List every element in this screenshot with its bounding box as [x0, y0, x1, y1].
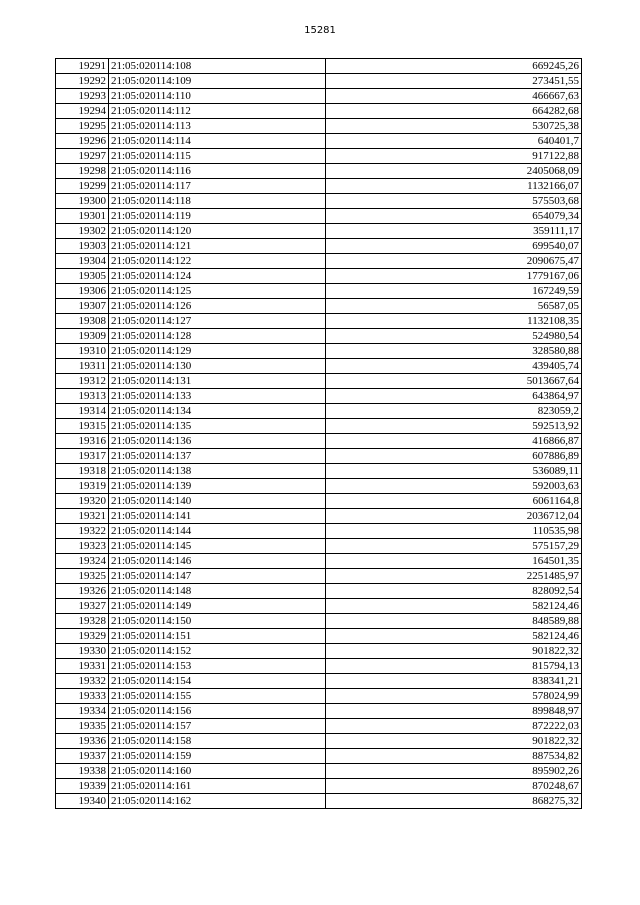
- row-number-cell: 19330: [56, 644, 109, 659]
- table-row: [56, 434, 582, 449]
- table-row: [56, 89, 582, 104]
- cadastral-number-cell: 21:05:020114:135: [109, 419, 326, 434]
- table-row: [56, 464, 582, 479]
- row-number-cell: 19314: [56, 404, 109, 419]
- table-row: [56, 719, 582, 734]
- cadastral-value-cell: 669245,26: [326, 59, 582, 74]
- row-number-cell: 19308: [56, 314, 109, 329]
- table-row: [56, 749, 582, 764]
- row-number-cell: 19329: [56, 629, 109, 644]
- cadastral-number-cell: 21:05:020114:161: [109, 779, 326, 794]
- cadastral-value-cell: 56587,05: [326, 299, 582, 314]
- cadastral-value-cell: 823059,2: [326, 404, 582, 419]
- row-number-cell: 19301: [56, 209, 109, 224]
- table-row: [56, 254, 582, 269]
- table-row: [56, 764, 582, 779]
- cadastral-number-cell: 21:05:020114:116: [109, 164, 326, 179]
- row-number-cell: 19304: [56, 254, 109, 269]
- row-number-cell: 19315: [56, 419, 109, 434]
- cadastral-number-cell: 21:05:020114:153: [109, 659, 326, 674]
- table-row: [56, 539, 582, 554]
- cadastral-number-cell: 21:05:020114:108: [109, 59, 326, 74]
- cadastral-number-cell: 21:05:020114:138: [109, 464, 326, 479]
- cadastral-value-cell: 575157,29: [326, 539, 582, 554]
- cadastral-value-cell: 917122,88: [326, 149, 582, 164]
- table-row: [56, 524, 582, 539]
- cadastral-value-cell: 164501,35: [326, 554, 582, 569]
- table-row: [56, 734, 582, 749]
- cadastral-value-cell: 895902,26: [326, 764, 582, 779]
- row-number-cell: 19292: [56, 74, 109, 89]
- cadastral-number-cell: 21:05:020114:124: [109, 269, 326, 284]
- cadastral-number-cell: 21:05:020114:160: [109, 764, 326, 779]
- cadastral-number-cell: 21:05:020114:155: [109, 689, 326, 704]
- cadastral-value-cell: 592003,63: [326, 479, 582, 494]
- cadastral-value-cell: 1132166,07: [326, 179, 582, 194]
- cadastral-value-cell: 901822,32: [326, 734, 582, 749]
- row-number-cell: 19325: [56, 569, 109, 584]
- row-number-cell: 19306: [56, 284, 109, 299]
- cadastral-value-cell: 5013667,64: [326, 374, 582, 389]
- cadastral-value-cell: 167249,59: [326, 284, 582, 299]
- table-row: [56, 689, 582, 704]
- cadastral-number-cell: 21:05:020114:136: [109, 434, 326, 449]
- row-number-cell: 19299: [56, 179, 109, 194]
- cadastral-number-cell: 21:05:020114:119: [109, 209, 326, 224]
- table-row: [56, 269, 582, 284]
- row-number-cell: 19305: [56, 269, 109, 284]
- row-number-cell: 19310: [56, 344, 109, 359]
- cadastral-number-cell: 21:05:020114:125: [109, 284, 326, 299]
- cadastral-value-cell: 328580,88: [326, 344, 582, 359]
- row-number-cell: 19300: [56, 194, 109, 209]
- cadastral-number-cell: 21:05:020114:127: [109, 314, 326, 329]
- row-number-cell: 19317: [56, 449, 109, 464]
- cadastral-value-cell: 872222,03: [326, 719, 582, 734]
- cadastral-number-cell: 21:05:020114:129: [109, 344, 326, 359]
- cadastral-value-cell: 664282,68: [326, 104, 582, 119]
- row-number-cell: 19318: [56, 464, 109, 479]
- table-row: [56, 179, 582, 194]
- cadastral-number-cell: 21:05:020114:133: [109, 389, 326, 404]
- cadastral-value-cell: 110535,98: [326, 524, 582, 539]
- cadastral-value-cell: 582124,46: [326, 599, 582, 614]
- cadastral-value-cell: 901822,32: [326, 644, 582, 659]
- cadastral-number-cell: 21:05:020114:156: [109, 704, 326, 719]
- cadastral-number-cell: 21:05:020114:152: [109, 644, 326, 659]
- cadastral-number-cell: 21:05:020114:157: [109, 719, 326, 734]
- row-number-cell: 19293: [56, 89, 109, 104]
- cadastral-number-cell: 21:05:020114:162: [109, 794, 326, 809]
- row-number-cell: 19297: [56, 149, 109, 164]
- cadastral-value-cell: 416866,87: [326, 434, 582, 449]
- cadastral-number-cell: 21:05:020114:140: [109, 494, 326, 509]
- row-number-cell: 19313: [56, 389, 109, 404]
- row-number-cell: 19334: [56, 704, 109, 719]
- cadastral-value-cell: 1132108,35: [326, 314, 582, 329]
- row-number-cell: 19320: [56, 494, 109, 509]
- table-row: [56, 404, 582, 419]
- cadastral-value-cell: 654079,34: [326, 209, 582, 224]
- table-row: [56, 479, 582, 494]
- cadastral-number-cell: 21:05:020114:126: [109, 299, 326, 314]
- cadastral-value-cell: 643864,97: [326, 389, 582, 404]
- row-number-cell: 19335: [56, 719, 109, 734]
- cadastral-value-cell: 2090675,47: [326, 254, 582, 269]
- cadastral-value-cell: 1779167,06: [326, 269, 582, 284]
- table-body: [56, 59, 582, 809]
- cadastral-value-cell: 607886,89: [326, 449, 582, 464]
- row-number-cell: 19311: [56, 359, 109, 374]
- cadastral-number-cell: 21:05:020114:137: [109, 449, 326, 464]
- cadastral-value-cell: 2405068,09: [326, 164, 582, 179]
- cadastral-value-cell: 530725,38: [326, 119, 582, 134]
- table-row: [56, 794, 582, 809]
- row-number-cell: 19340: [56, 794, 109, 809]
- table-row: [56, 584, 582, 599]
- row-number-cell: 19339: [56, 779, 109, 794]
- cadastral-value-cell: 640401,7: [326, 134, 582, 149]
- row-number-cell: 19309: [56, 329, 109, 344]
- row-number-cell: 19295: [56, 119, 109, 134]
- cadastral-value-cell: 524980,54: [326, 329, 582, 344]
- table-row: [56, 569, 582, 584]
- cadastral-value-cell: 273451,55: [326, 74, 582, 89]
- table-row: [56, 149, 582, 164]
- cadastral-number-cell: 21:05:020114:141: [109, 509, 326, 524]
- cadastral-number-cell: 21:05:020114:154: [109, 674, 326, 689]
- cadastral-number-cell: 21:05:020114:128: [109, 329, 326, 344]
- cadastral-value-table: [55, 58, 582, 809]
- row-number-cell: 19324: [56, 554, 109, 569]
- cadastral-number-cell: 21:05:020114:110: [109, 89, 326, 104]
- cadastral-value-cell: 838341,21: [326, 674, 582, 689]
- table-row: [56, 359, 582, 374]
- cadastral-value-cell: 592513,92: [326, 419, 582, 434]
- cadastral-number-cell: 21:05:020114:117: [109, 179, 326, 194]
- cadastral-number-cell: 21:05:020114:131: [109, 374, 326, 389]
- table-row: [56, 284, 582, 299]
- cadastral-value-cell: 699540,07: [326, 239, 582, 254]
- row-number-cell: 19302: [56, 224, 109, 239]
- cadastral-number-cell: 21:05:020114:149: [109, 599, 326, 614]
- table-row: [56, 344, 582, 359]
- cadastral-number-cell: 21:05:020114:139: [109, 479, 326, 494]
- table-row: [56, 164, 582, 179]
- cadastral-number-cell: 21:05:020114:118: [109, 194, 326, 209]
- cadastral-number-cell: 21:05:020114:113: [109, 119, 326, 134]
- cadastral-number-cell: 21:05:020114:112: [109, 104, 326, 119]
- table-row: [56, 509, 582, 524]
- cadastral-number-cell: 21:05:020114:115: [109, 149, 326, 164]
- row-number-cell: 19303: [56, 239, 109, 254]
- row-number-cell: 19296: [56, 134, 109, 149]
- table-row: [56, 299, 582, 314]
- row-number-cell: 19322: [56, 524, 109, 539]
- row-number-cell: 19323: [56, 539, 109, 554]
- cadastral-value-cell: 815794,13: [326, 659, 582, 674]
- row-number-cell: 19321: [56, 509, 109, 524]
- cadastral-number-cell: 21:05:020114:114: [109, 134, 326, 149]
- table-row: [56, 74, 582, 89]
- table-row: [56, 134, 582, 149]
- cadastral-value-cell: 575503,68: [326, 194, 582, 209]
- cadastral-value-cell: 868275,32: [326, 794, 582, 809]
- cadastral-value-cell: 578024,99: [326, 689, 582, 704]
- cadastral-value-cell: 439405,74: [326, 359, 582, 374]
- cadastral-number-cell: 21:05:020114:130: [109, 359, 326, 374]
- table-row: [56, 59, 582, 74]
- cadastral-number-cell: 21:05:020114:158: [109, 734, 326, 749]
- cadastral-number-cell: 21:05:020114:159: [109, 749, 326, 764]
- cadastral-value-cell: 582124,46: [326, 629, 582, 644]
- row-number-cell: 19298: [56, 164, 109, 179]
- row-number-cell: 19332: [56, 674, 109, 689]
- table-row: [56, 119, 582, 134]
- cadastral-value-cell: 359111,17: [326, 224, 582, 239]
- table-row: [56, 224, 582, 239]
- row-number-cell: 19294: [56, 104, 109, 119]
- table-row: [56, 554, 582, 569]
- table-row: [56, 449, 582, 464]
- table-row: [56, 629, 582, 644]
- cadastral-number-cell: 21:05:020114:109: [109, 74, 326, 89]
- table-row: [56, 194, 582, 209]
- row-number-cell: 19307: [56, 299, 109, 314]
- row-number-cell: 19337: [56, 749, 109, 764]
- table-row: [56, 659, 582, 674]
- row-number-cell: 19319: [56, 479, 109, 494]
- table-row: [56, 329, 582, 344]
- cadastral-value-cell: 848589,88: [326, 614, 582, 629]
- cadastral-number-cell: 21:05:020114:134: [109, 404, 326, 419]
- table-row: [56, 674, 582, 689]
- table-row: [56, 704, 582, 719]
- row-number-cell: 19333: [56, 689, 109, 704]
- cadastral-number-cell: 21:05:020114:145: [109, 539, 326, 554]
- cadastral-number-cell: 21:05:020114:151: [109, 629, 326, 644]
- table-row: [56, 374, 582, 389]
- table-row: [56, 239, 582, 254]
- cadastral-value-cell: 870248,67: [326, 779, 582, 794]
- cadastral-value-cell: 2036712,04: [326, 509, 582, 524]
- table-row: [56, 104, 582, 119]
- row-number-cell: 19326: [56, 584, 109, 599]
- cadastral-number-cell: 21:05:020114:121: [109, 239, 326, 254]
- row-number-cell: 19336: [56, 734, 109, 749]
- cadastral-value-cell: 2251485,97: [326, 569, 582, 584]
- row-number-cell: 19312: [56, 374, 109, 389]
- row-number-cell: 19316: [56, 434, 109, 449]
- page-number: 15281: [304, 25, 336, 36]
- cadastral-number-cell: 21:05:020114:122: [109, 254, 326, 269]
- row-number-cell: 19328: [56, 614, 109, 629]
- cadastral-value-cell: 466667,63: [326, 89, 582, 104]
- table-row: [56, 599, 582, 614]
- row-number-cell: 19327: [56, 599, 109, 614]
- cadastral-number-cell: 21:05:020114:148: [109, 584, 326, 599]
- cadastral-number-cell: 21:05:020114:146: [109, 554, 326, 569]
- cadastral-number-cell: 21:05:020114:120: [109, 224, 326, 239]
- cadastral-value-cell: 887534,82: [326, 749, 582, 764]
- row-number-cell: 19338: [56, 764, 109, 779]
- cadastral-number-cell: 21:05:020114:150: [109, 614, 326, 629]
- row-number-cell: 19331: [56, 659, 109, 674]
- table-row: [56, 209, 582, 224]
- cadastral-number-cell: 21:05:020114:144: [109, 524, 326, 539]
- table-row: [56, 494, 582, 509]
- cadastral-number-cell: 21:05:020114:147: [109, 569, 326, 584]
- table-row: [56, 644, 582, 659]
- cadastral-value-cell: 899848,97: [326, 704, 582, 719]
- table-row: [56, 614, 582, 629]
- table-row: [56, 779, 582, 794]
- table-row: [56, 314, 582, 329]
- table-row: [56, 419, 582, 434]
- row-number-cell: 19291: [56, 59, 109, 74]
- cadastral-value-cell: 828092,54: [326, 584, 582, 599]
- cadastral-value-cell: 536089,11: [326, 464, 582, 479]
- table-row: [56, 389, 582, 404]
- cadastral-value-cell: 6061164,8: [326, 494, 582, 509]
